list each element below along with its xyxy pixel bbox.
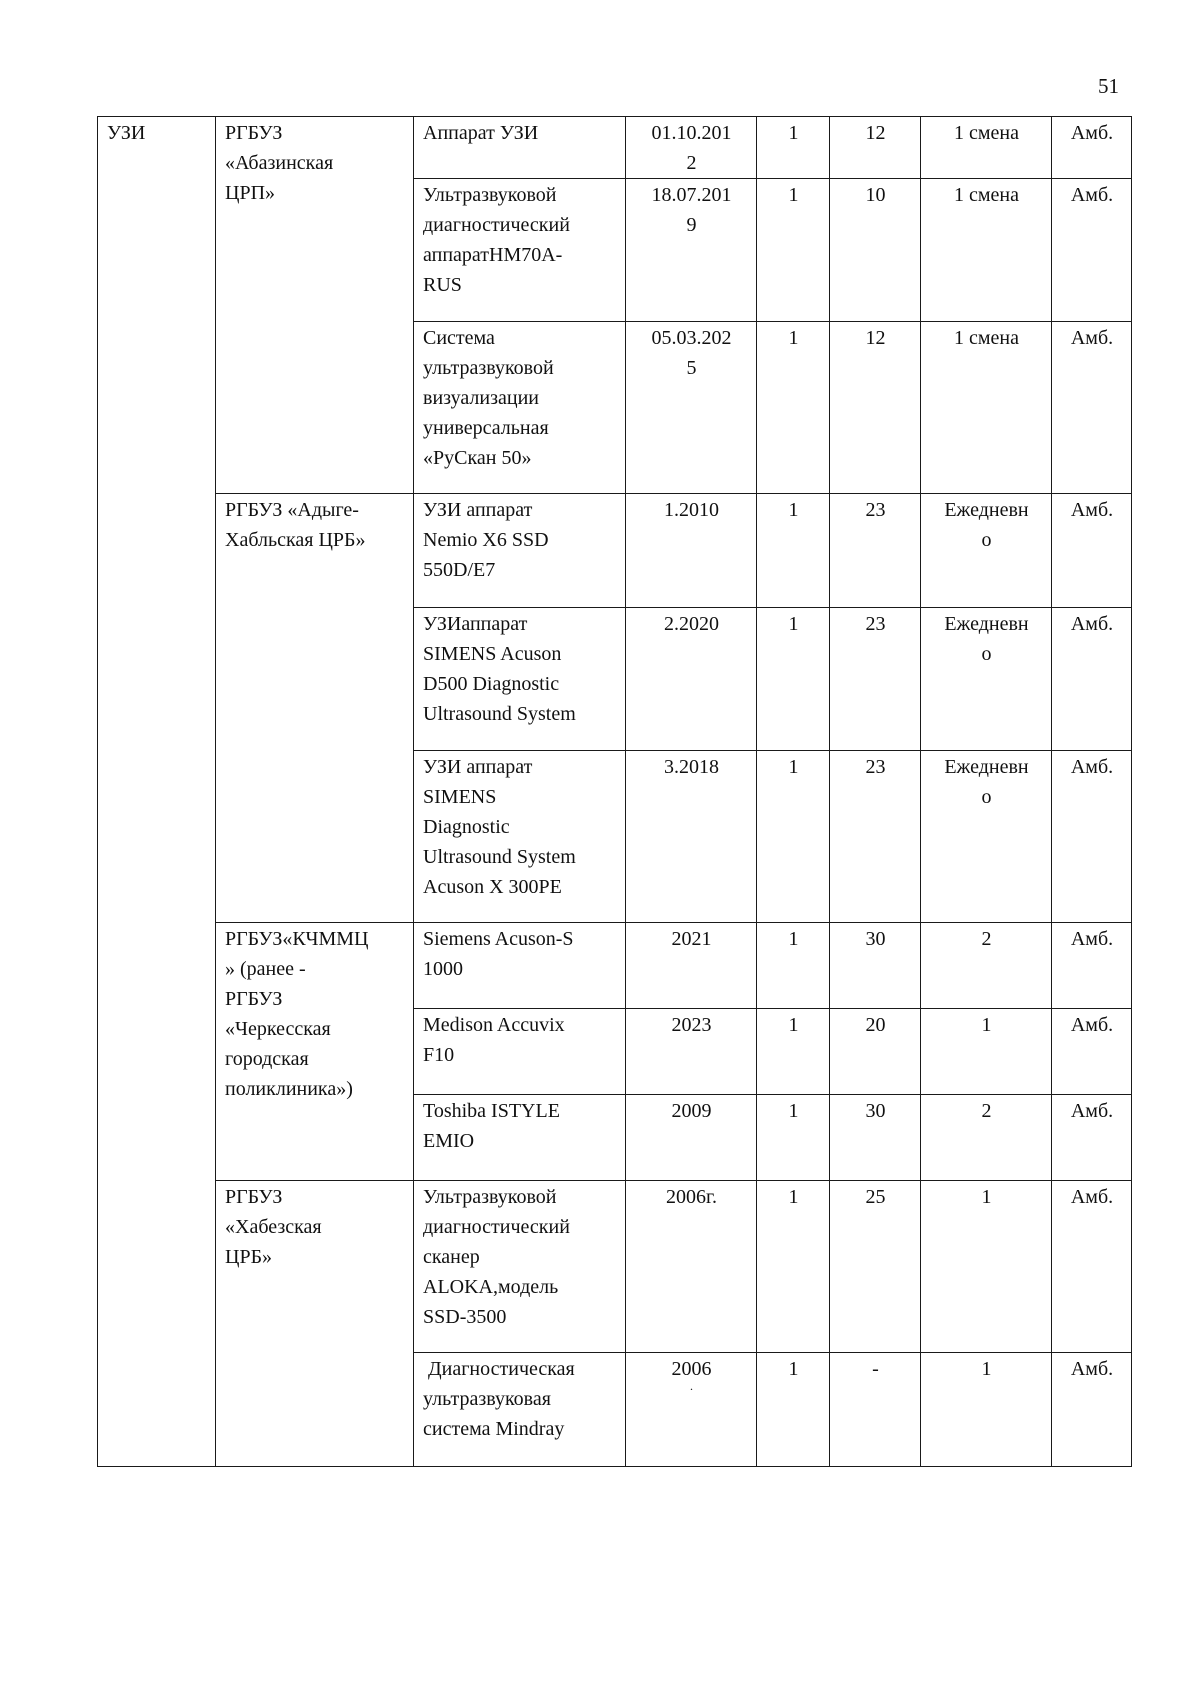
date-cell <box>626 1181 757 1353</box>
device-cell <box>414 179 626 322</box>
device-cell-line: Ultrasound System <box>423 846 576 868</box>
mode-cell-line: 1 смена <box>954 122 1019 144</box>
mode-cell-line: 2 <box>981 928 992 950</box>
mode-cell <box>921 1181 1052 1353</box>
device-cell <box>414 608 626 751</box>
organization-cell-line: РГБУЗ <box>225 1186 283 1208</box>
organization-cell-line: ЦРП» <box>225 182 276 204</box>
quantity-cell: 1 <box>757 751 830 923</box>
device-cell-line: УЗИ аппарат <box>423 756 533 778</box>
date-cell-line: 2.2020 <box>664 613 719 635</box>
mode-cell <box>921 117 1052 179</box>
mode-cell <box>921 179 1052 322</box>
device-cell-line: F10 <box>423 1044 455 1066</box>
age-cell: 23 <box>830 751 921 923</box>
device-cell-line: ALOKA,модель <box>423 1276 559 1298</box>
type-cell: Амб. <box>1052 494 1132 608</box>
quantity-cell: 1 <box>757 608 830 751</box>
date-cell-line: 2006 <box>671 1358 712 1380</box>
type-cell: Амб. <box>1052 608 1132 751</box>
device-cell-line: 1000 <box>423 958 463 980</box>
quantity-cell: 1 <box>757 117 830 179</box>
device-cell-line: Medison Accuvix <box>423 1014 565 1036</box>
device-cell-line: Аппарат УЗИ <box>423 122 539 144</box>
organization-cell-line: «Черкесская <box>225 1018 331 1040</box>
device-cell-line: Ультразвуковой <box>423 1186 557 1208</box>
device-cell-line: аппаратHM70A- <box>423 244 563 266</box>
device-cell-line: Diagnostic <box>423 816 510 838</box>
device-cell-line: ультразвуковая <box>423 1388 551 1410</box>
date-cell-line: 2 <box>686 152 697 174</box>
age-cell: 23 <box>830 494 921 608</box>
organization-cell-line: РГБУЗ <box>225 122 283 144</box>
date-cell-line: 3.2018 <box>664 756 719 778</box>
organization-cell-line: РГБУЗ «Адыге- <box>225 499 359 521</box>
device-cell-line: диагностический <box>423 214 570 236</box>
organization-cell-line: поликлиника») <box>225 1078 353 1100</box>
device-cell-line: Acuson X 300PE <box>423 876 562 898</box>
date-cell-line: 9 <box>686 214 697 236</box>
type-cell: Амб. <box>1052 1181 1132 1353</box>
device-cell-line: УЗИ аппарат <box>423 499 533 521</box>
mode-cell <box>921 322 1052 494</box>
age-cell: 30 <box>830 923 921 1009</box>
quantity-cell: 1 <box>757 1095 830 1181</box>
mode-cell-line: 1 смена <box>954 327 1019 349</box>
device-cell <box>414 494 626 608</box>
type-cell: Амб. <box>1052 322 1132 494</box>
date-cell <box>626 751 757 923</box>
page-number: 51 <box>1098 74 1119 98</box>
type-cell: Амб. <box>1052 179 1132 322</box>
age-cell: 12 <box>830 322 921 494</box>
quantity-cell: 1 <box>757 923 830 1009</box>
quantity-cell: 1 <box>757 1353 830 1467</box>
table-row <box>98 1181 1132 1353</box>
quantity-cell: 1 <box>757 494 830 608</box>
mode-cell-line: 1 <box>981 1186 992 1208</box>
mode-cell-line: Ежедневн <box>944 499 1029 521</box>
age-cell: 10 <box>830 179 921 322</box>
table-row <box>98 494 1132 608</box>
date-cell <box>626 179 757 322</box>
date-cell <box>626 608 757 751</box>
device-cell-line: Система <box>423 327 495 349</box>
age-cell: 23 <box>830 608 921 751</box>
organization-cell-line: городская <box>225 1048 309 1070</box>
device-cell-line: универсальная <box>423 417 549 439</box>
date-cell <box>626 117 757 179</box>
mode-cell-line: 2 <box>981 1100 992 1122</box>
stray-dot: · <box>689 1382 694 1396</box>
device-cell-line: ультразвуковой <box>423 357 554 379</box>
device-cell-line: визуализации <box>423 387 539 409</box>
device-cell-line: диагностический <box>423 1216 570 1238</box>
device-cell-line: Siemens Acuson-S <box>423 928 574 950</box>
device-cell <box>414 1095 626 1181</box>
date-cell-line: 5 <box>686 357 697 379</box>
device-cell-line: Toshiba ISTYLE <box>423 1100 560 1122</box>
category-cell: УЗИ <box>98 117 216 1467</box>
device-cell-line: сканер <box>423 1246 480 1268</box>
organization-cell <box>216 923 414 1181</box>
quantity-cell: 1 <box>757 322 830 494</box>
type-cell: Амб. <box>1052 1009 1132 1095</box>
mode-cell-line: 1 <box>981 1358 992 1380</box>
device-cell <box>414 1353 626 1467</box>
date-cell-line: 2006г. <box>666 1186 717 1208</box>
type-cell: Амб. <box>1052 1095 1132 1181</box>
mode-cell <box>921 1009 1052 1095</box>
organization-cell-line: «Абазинская <box>225 152 334 174</box>
date-cell-line: 2023 <box>671 1014 712 1036</box>
device-cell-line: УЗИаппарат <box>423 613 528 635</box>
organization-cell-line: » (ранее - <box>225 958 306 980</box>
device-cell-line: Ультразвуковой <box>423 184 557 206</box>
organization-cell <box>216 1181 414 1467</box>
mode-cell <box>921 923 1052 1009</box>
mode-cell <box>921 751 1052 923</box>
age-cell: 25 <box>830 1181 921 1353</box>
organization-cell <box>216 117 414 494</box>
device-cell-line: Ultrasound System <box>423 703 576 725</box>
mode-cell-line: о <box>981 529 992 551</box>
type-cell: Амб. <box>1052 117 1132 179</box>
date-cell <box>626 1353 757 1467</box>
mode-cell-line: 1 <box>981 1014 992 1036</box>
type-cell: Амб. <box>1052 1353 1132 1467</box>
table-row <box>98 117 1132 179</box>
age-cell: 12 <box>830 117 921 179</box>
device-cell-line: SSD-3500 <box>423 1306 507 1328</box>
mode-cell <box>921 608 1052 751</box>
device-cell <box>414 1009 626 1095</box>
equipment-table <box>97 116 1132 1467</box>
mode-cell <box>921 1095 1052 1181</box>
mode-cell-line: о <box>981 643 992 665</box>
mode-cell <box>921 1353 1052 1467</box>
date-cell <box>626 923 757 1009</box>
date-cell-line: 1.2010 <box>664 499 719 521</box>
table-row <box>98 923 1132 1009</box>
device-cell-line: SIMENS Acuson <box>423 643 562 665</box>
organization-cell-line: РГБУЗ <box>225 988 283 1010</box>
device-cell-line: RUS <box>423 274 462 296</box>
device-cell-line: EMIO <box>423 1130 475 1152</box>
date-cell-line: 2009 <box>671 1100 712 1122</box>
date-cell-line: 2021 <box>671 928 712 950</box>
device-cell-line: система Mindray <box>423 1418 565 1440</box>
date-cell <box>626 322 757 494</box>
organization-cell-line: Хабльская ЦРБ» <box>225 529 366 551</box>
device-cell <box>414 322 626 494</box>
date-cell-line: 05.03.202 <box>651 327 732 349</box>
device-cell-line: «РуСкан 50» <box>423 447 532 469</box>
mode-cell-line: Ежедневн <box>944 613 1029 635</box>
quantity-cell: 1 <box>757 1009 830 1095</box>
device-cell-line: D500 Diagnostic <box>423 673 560 695</box>
quantity-cell: 1 <box>757 1181 830 1353</box>
device-cell-line: 550D/E7 <box>423 559 496 581</box>
device-cell <box>414 117 626 179</box>
device-cell-line: SIMENS <box>423 786 497 808</box>
date-cell <box>626 1009 757 1095</box>
age-cell: - <box>830 1353 921 1467</box>
quantity-cell: 1 <box>757 179 830 322</box>
device-cell-line: Диагностическая <box>423 1358 575 1380</box>
type-cell: Амб. <box>1052 923 1132 1009</box>
type-cell: Амб. <box>1052 751 1132 923</box>
date-cell <box>626 494 757 608</box>
mode-cell <box>921 494 1052 608</box>
organization-cell-line: РГБУЗ«КЧММЦ <box>225 928 369 950</box>
date-cell-line: 18.07.201 <box>651 184 732 206</box>
device-cell <box>414 923 626 1009</box>
date-cell-line: 01.10.201 <box>651 122 732 144</box>
organization-cell <box>216 494 414 923</box>
age-cell: 30 <box>830 1095 921 1181</box>
device-cell <box>414 751 626 923</box>
organization-cell-line: «Хабезская <box>225 1216 322 1238</box>
organization-cell-line: ЦРБ» <box>225 1246 273 1268</box>
device-cell <box>414 1181 626 1353</box>
date-cell <box>626 1095 757 1181</box>
device-cell-line: Nemio X6 SSD <box>423 529 549 551</box>
age-cell: 20 <box>830 1009 921 1095</box>
mode-cell-line: Ежедневн <box>944 756 1029 778</box>
mode-cell-line: о <box>981 786 992 808</box>
mode-cell-line: 1 смена <box>954 184 1019 206</box>
